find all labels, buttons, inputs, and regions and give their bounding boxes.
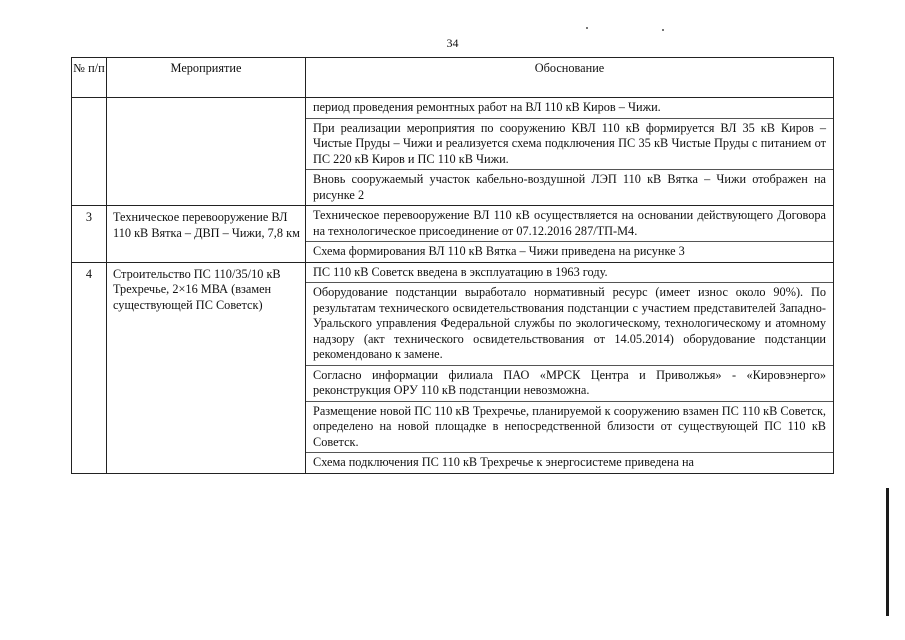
row-event: Строительство ПС 110/35/10 кВ Трехречье, 2×16 МВА (взамен существующей ПС Советск): [107, 262, 306, 473]
basis-paragraph: Вновь сооружаемый участок кабельно-воздушной ЛЭП 110 кВ Вятка – Чижи отображен на рисунке 2: [306, 169, 833, 205]
basis-paragraph: Техническое перевооружение ВЛ 110 кВ осуществляется на основании действующего Договора на технологическое присоединение от 07.12.2016 287/ТП-М4.: [313, 208, 826, 238]
table-row: [72, 262, 834, 473]
row-number: 3: [72, 206, 107, 263]
row-event: [107, 98, 306, 206]
basis-paragraph: При реализации мероприятия по сооружению КВЛ 110 кВ формируется ВЛ 35 кВ Киров – Чистые Пруды – Чижи и реализуется схема подключения ПС 35 кВ Чистые Пруды с питанием от ПС 220 кВ Киров и ПС 110 кВ Чижи.: [306, 118, 833, 170]
basis-paragraph: Размещение новой ПС 110 кВ Трехречье, планируемой к сооружению взамен ПС 110 кВ Советск, определено на новой площадке в непосредственной близости от существующей ПС 110 кВ Советск.: [306, 401, 833, 453]
page-number: 34: [446, 36, 459, 50]
header-num: № п/п: [72, 58, 107, 98]
row-number: [72, 98, 107, 206]
header-basis: Обоснование: [306, 58, 834, 98]
table-row: [72, 206, 834, 263]
row-basis: [306, 98, 834, 206]
row-basis: [306, 262, 834, 473]
measures-table: [71, 57, 834, 474]
header-event: Мероприятие: [107, 58, 306, 98]
row-number: 4: [72, 262, 107, 473]
basis-paragraph: Согласно информации филиала ПАО «МРСК Центра и Приволжья» - «Кировэнерго» реконструкция ОРУ 110 кВ подстанции невозможна.: [306, 365, 833, 401]
basis-paragraph: Оборудование подстанции выработало нормативный ресурс (имеет износ около 90%). По результатам технического освидетельствования подстанции с участием представителей Западно-Уральского управления Федеральной службы по экологическому, технологическому и атомному надзору (акт технического освидетельствования от 14.05.2014) оборудование подстанции рекомендовано к замене.: [306, 282, 833, 365]
row-basis: [306, 206, 834, 263]
scan-speck: [662, 29, 664, 31]
basis-paragraph: Схема подключения ПС 110 кВ Трехречье к энергосистеме приведена на: [306, 452, 833, 473]
scan-edge-mark: [886, 488, 889, 616]
basis-paragraph: Схема формирования ВЛ 110 кВ Вятка – Чижи приведена на рисунке 3: [306, 241, 833, 262]
basis-paragraph: ПС 110 кВ Советск введена в эксплуатацию в 1963 году.: [313, 264, 608, 279]
table-header-row: [72, 58, 834, 98]
scan-speck: [586, 27, 588, 29]
basis-paragraph: период проведения ремонтных работ на ВЛ 110 кВ Киров – Чижи.: [313, 100, 661, 114]
table-row: [72, 98, 834, 206]
row-event: Техническое перевооружение ВЛ 110 кВ Вятка – ДВП – Чижи, 7,8 км: [107, 206, 306, 263]
